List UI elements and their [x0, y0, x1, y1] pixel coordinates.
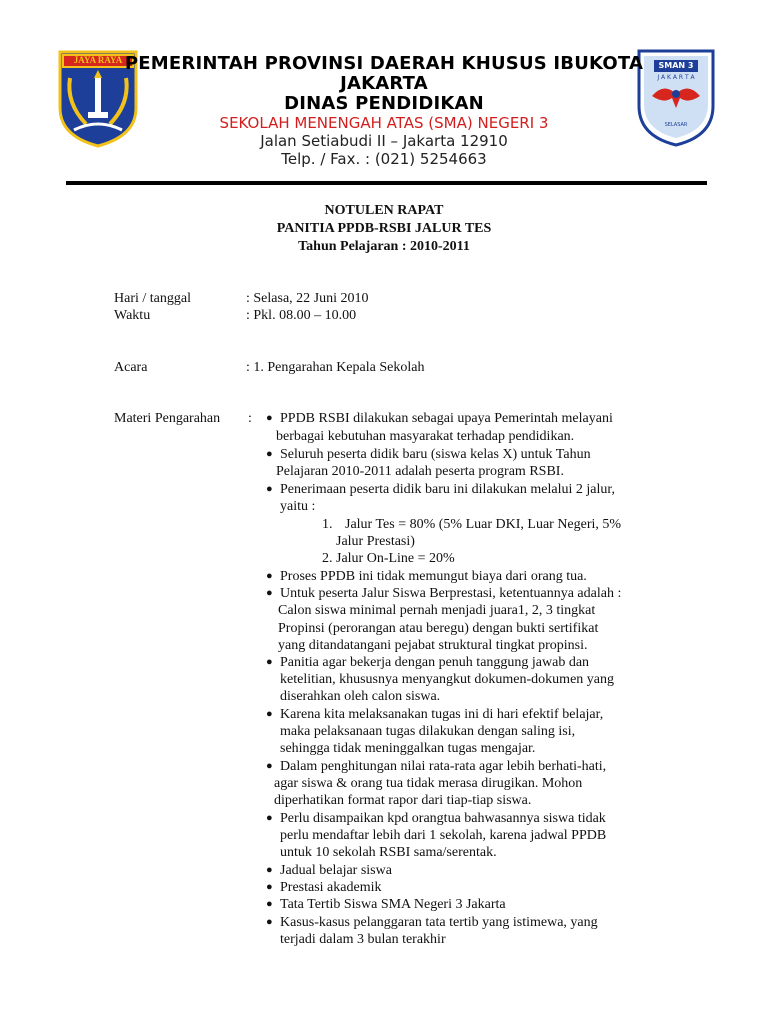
bullet: ●: [266, 864, 273, 876]
acara-value: : 1. Pengarahan Kepala Sekolah: [246, 360, 425, 375]
doc-title: NOTULEN RAPAT: [324, 203, 444, 218]
bullet: ●: [266, 760, 273, 772]
list-item: Panitia agar bekerja dengan penuh tanggung jawab dan: [280, 655, 590, 670]
sublist-item-cont: Jalur Prestasi): [336, 534, 415, 549]
list-item-cont: Propinsi (perorangan atau beregu) dengan bukti sertifikat: [278, 621, 599, 636]
sublist-number: 1.: [322, 517, 333, 532]
list-item: Dalam penghitungan nilai rata-rata agar lebih berhati-hati,: [280, 759, 607, 774]
bullet: ●: [266, 483, 273, 495]
list-item-cont: diperhatikan format rapor dari tiap-tiap siswa.: [274, 793, 532, 808]
list-item: Jadual belajar siswa: [280, 863, 392, 878]
letterhead-line2: JAKARTA: [340, 73, 428, 94]
header-divider: [66, 181, 707, 185]
list-item-cont: Calon siswa minimal pernah menjadi juara1, 2, 3 tingkat: [278, 603, 596, 618]
list-item-cont: diserahkan oleh calon siswa.: [280, 689, 441, 704]
bullet: ●: [266, 570, 273, 582]
sublist-item: Jalur Tes = 80% (5% Luar DKI, Luar Negeri, 5%: [345, 517, 622, 532]
hari-value: : Selasa, 22 Juni 2010: [246, 291, 369, 306]
bullet: ●: [266, 656, 273, 668]
list-item-cont: sehingga tidak meninggalkan tugas mengajar.: [280, 741, 536, 756]
bullet: ●: [266, 898, 273, 910]
list-item: Untuk peserta Jalur Siswa Berprestasi, ketentuannya adalah :: [280, 586, 622, 601]
list-item: Perlu disampaikan kpd orangtua bahwasannya siswa tidak: [280, 811, 606, 826]
list-item: Seluruh peserta didik baru (siswa kelas X) untuk Tahun: [280, 447, 591, 462]
school-name: SEKOLAH MENENGAH ATAS (SMA) NEGERI 3: [219, 114, 549, 132]
list-item: PPDB RSBI dilakukan sebagai upaya Pemerintah melayani: [280, 411, 613, 426]
bullet: ●: [266, 881, 273, 893]
doc-year: Tahun Pelajaran : 2010-2011: [298, 239, 470, 254]
list-item-cont: ketelitian, khususnya menyangkut dokumen-dokumen yang: [280, 672, 614, 687]
bullet: ●: [266, 587, 273, 599]
list-item-cont: yaitu :: [280, 499, 316, 514]
list-item-cont: untuk 10 sekolah RSBI sama/serentak.: [280, 845, 497, 860]
bullet: ●: [266, 412, 273, 424]
list-item-cont: terjadi dalam 3 bulan terakhir: [280, 932, 446, 947]
list-item: Kasus-kasus pelanggaran tata tertib yang istimewa, yang: [280, 915, 598, 930]
list-item-cont: agar siswa & orang tua tidak merasa dirugikan. Mohon: [274, 776, 583, 791]
school-phone: Telp. / Fax. : (021) 5254663: [281, 150, 487, 168]
bullet: ●: [266, 916, 273, 928]
doc-subtitle: PANITIA PPDB-RSBI JALUR TES: [276, 221, 492, 236]
waktu-label: Waktu: [114, 308, 151, 323]
list-item-cont: Pelajaran 2010-2011 adalah peserta program RSBI.: [276, 464, 564, 479]
bullet: ●: [266, 708, 273, 720]
waktu-value: : Pkl. 08.00 – 10.00: [246, 308, 357, 323]
letterhead-line1: PEMERINTAH PROVINSI DAERAH KHUSUS IBUKOTA: [124, 53, 644, 74]
list-item-cont: perlu mendaftar lebih dari 1 sekolah, karena jadwal PPDB: [280, 828, 607, 843]
list-item-cont: maka pelaksanaan tugas dilakukan dengan saling isi,: [280, 724, 576, 739]
bullet: ●: [266, 448, 273, 460]
materi-colon: :: [248, 411, 252, 426]
list-item-cont: yang ditandatangani pejabat struktural tingkat propinsi.: [278, 638, 588, 653]
left-logo-text: JAYA RAYA: [73, 55, 123, 65]
hari-label: Hari / tanggal: [114, 291, 191, 306]
materi-label: Materi Pengarahan: [114, 411, 221, 426]
letterhead-line3: DINAS PENDIDIKAN: [284, 93, 484, 114]
right-logo-top: SMAN 3: [658, 61, 694, 70]
right-logo-middle: J A K A R T A: [657, 74, 695, 81]
list-item: Karena kita melaksanakan tugas ini di hari efektif belajar,: [280, 707, 604, 722]
list-item: Prestasi akademik: [280, 880, 382, 895]
list-item: Penerimaan peserta didik baru ini dilakukan melalui 2 jalur,: [280, 482, 615, 497]
right-logo-bottom: SELASAR: [664, 122, 688, 128]
sublist-item: 2. Jalur On-Line = 20%: [322, 551, 455, 566]
list-item: Proses PPDB ini tidak memungut biaya dari orang tua.: [280, 569, 587, 584]
bullet: ●: [266, 812, 273, 824]
list-item-cont: berbagai kebutuhan masyarakat terhadap pendidikan.: [276, 429, 575, 444]
school-address: Jalan Setiabudi II – Jakarta 12910: [260, 132, 508, 150]
acara-label: Acara: [114, 360, 148, 375]
list-item: Tata Tertib Siswa SMA Negeri 3 Jakarta: [280, 897, 506, 912]
